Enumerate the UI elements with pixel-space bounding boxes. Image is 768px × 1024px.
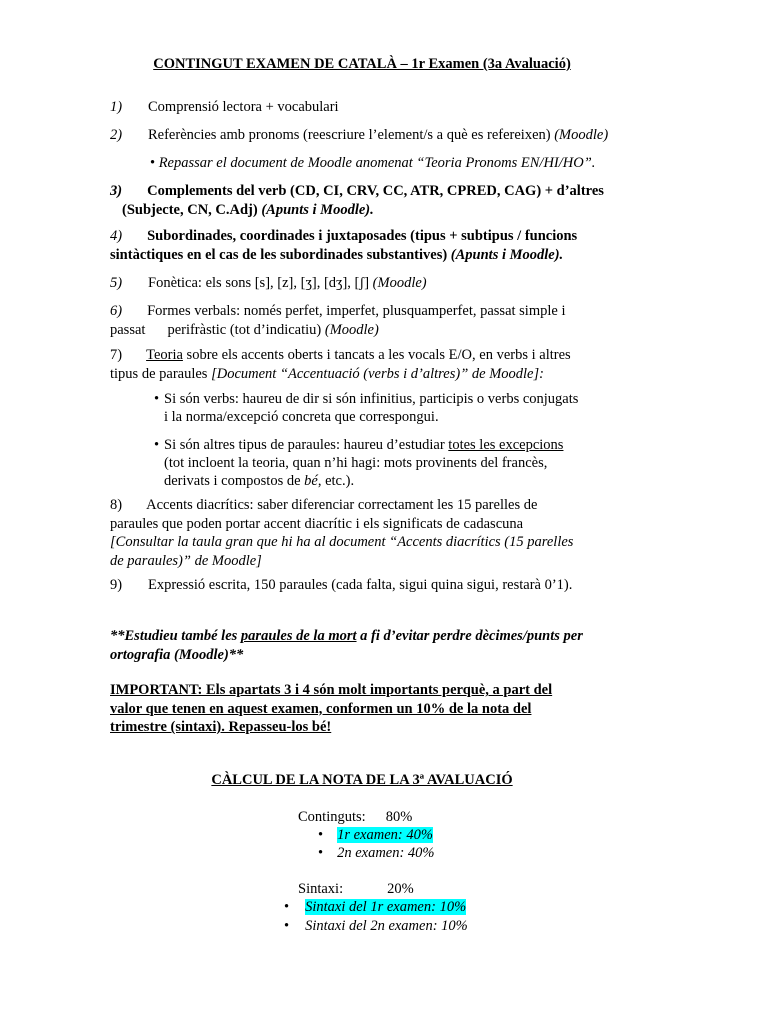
item-number: 9) bbox=[110, 577, 123, 593]
list-item-7 bbox=[110, 346, 619, 383]
sintaxi-row bbox=[298, 880, 414, 898]
note-line2: ortografia (Moodle)** bbox=[110, 646, 244, 663]
calc-title: CÀLCUL DE LA NOTA DE LA 3ª AVALUACIÓ bbox=[211, 772, 513, 788]
bullet-line2: (tot incloent la teoria, quan n’hi hagi: mots provinents del francès, bbox=[164, 455, 548, 471]
bullet-dot: • bbox=[154, 391, 160, 407]
document-title: CONTINGUT EXAMEN DE CATALÀ – 1r Examen (3a Avaluació) bbox=[153, 56, 571, 72]
item-source: (Apunts i Moodle). bbox=[450, 246, 564, 263]
item-number: 3) bbox=[110, 183, 123, 199]
sintaxi-item-2-text: Sintaxi del 2n examen: 10% bbox=[305, 918, 468, 934]
bullet-line2: i la norma/excepció concreta que correspongui. bbox=[164, 409, 439, 425]
item-underlined: Teoria bbox=[146, 347, 183, 363]
bullet-dot: • bbox=[318, 845, 324, 861]
sintaxi-value: 20% bbox=[387, 881, 414, 897]
note-part1: **Estudieu també les bbox=[110, 628, 238, 644]
bullet-dot: • bbox=[154, 437, 160, 453]
note-part3: a fi d’evitar perdre dècimes/punts per bbox=[360, 628, 583, 644]
item-text-line4: de paraules)” de Moodle] bbox=[110, 552, 262, 569]
note-paraules-mort bbox=[110, 627, 619, 664]
bullet-line1a: Si són altres tipus de paraules: haureu d’estudiar bbox=[164, 437, 445, 453]
item-number: 2) bbox=[110, 127, 123, 143]
item-source: (Apunts i Moodle). bbox=[261, 201, 374, 218]
item-source: (Moodle) bbox=[372, 275, 427, 291]
item-number: 4) bbox=[110, 228, 123, 244]
item-text-line1: Complements del verb (CD, CI, CRV, CC, ATR, CPRED, CAG) + d’altres bbox=[147, 183, 604, 199]
bullet-line3b: bé bbox=[304, 473, 318, 489]
item-text-line1: Accents diacrítics: saber diferenciar correctament les 15 parelles de bbox=[146, 497, 538, 513]
bullet-verbs bbox=[150, 390, 608, 426]
bullet-dot: • bbox=[150, 155, 156, 171]
item-text-line1: Subordinades, coordinades i juxtaposades (tipus + subtipus / funcions bbox=[147, 228, 578, 244]
important-note bbox=[110, 681, 619, 737]
item-source: (Moodle) bbox=[324, 321, 379, 338]
list-item-4 bbox=[110, 227, 619, 264]
continguts-label: Continguts: bbox=[298, 809, 366, 825]
bullet-dot: • bbox=[318, 827, 324, 843]
item-source: (Moodle) bbox=[554, 127, 609, 143]
item-number: 7) bbox=[110, 347, 123, 363]
item-text: Comprensió lectora + vocabulari bbox=[148, 99, 339, 115]
item-text-line2: paraules que poden portar accent diacrític i els significats de cadascuna bbox=[110, 515, 524, 532]
bullet-dot: • bbox=[284, 899, 290, 915]
bullet-dot: • bbox=[284, 918, 290, 934]
item-text-line1: sobre els accents oberts i tancats a les vocals E/O, en verbs i altres bbox=[186, 347, 571, 363]
item-number: 8) bbox=[110, 497, 123, 513]
important-line3: trimestre (sintaxi). Repasseu-los bé! bbox=[110, 719, 332, 735]
continguts-item-2-text: 2n examen: 40% bbox=[337, 845, 435, 861]
item-text: Referències amb pronoms (reescriure l’element/s a què es refereixen) bbox=[148, 127, 551, 143]
list-item-6 bbox=[110, 302, 619, 339]
item-text-line2b: perifràstic (tot d’indicatiu) bbox=[167, 321, 322, 338]
item-text-line3: [Consultar la taula gran que hi ha al document “Accents diacrítics (15 parelles bbox=[110, 534, 574, 550]
bullet-altres-paraules bbox=[150, 436, 608, 490]
item-text-line2: tipus de paraules bbox=[110, 365, 208, 382]
item-number: 5) bbox=[110, 275, 123, 291]
sub-bullet-text: Repassar el document de Moodle anomenat “Teoria Pronoms EN/HI/HO”. bbox=[158, 155, 596, 171]
continguts-item-1 bbox=[318, 826, 433, 844]
item-text: Fonètica: els sons [s], [z], [ʒ], [dʒ], [ʃ] bbox=[148, 275, 370, 291]
item-text-line2: sintàctiques en el cas de les subordinades substantives) bbox=[110, 246, 448, 263]
list-item-8 bbox=[110, 496, 619, 570]
sintaxi-item-1 bbox=[284, 898, 466, 916]
bullet-line3a: derivats i compostos de bbox=[164, 473, 301, 489]
item-number: 1) bbox=[110, 99, 123, 115]
continguts-item-1-text: 1r examen: 40% bbox=[337, 827, 433, 843]
note-part2: paraules de la mort bbox=[240, 628, 357, 644]
list-item-3 bbox=[110, 182, 619, 219]
sub-bullet-pronoms bbox=[150, 154, 595, 172]
item-text: Expressió escrita, 150 paraules (cada falta, sigui quina sigui, restarà 0’1). bbox=[148, 577, 573, 593]
item-number: 6) bbox=[110, 303, 123, 319]
continguts-row bbox=[298, 808, 412, 826]
sintaxi-label: Sintaxi: bbox=[298, 881, 344, 897]
continguts-value: 80% bbox=[385, 809, 413, 825]
important-line2: valor que tenen en aquest examen, conformen un 10% de la nota del bbox=[110, 700, 532, 717]
sintaxi-item-2 bbox=[284, 917, 468, 935]
sintaxi-item-1-text: Sintaxi del 1r examen: 10% bbox=[305, 899, 467, 915]
continguts-item-2 bbox=[318, 844, 435, 862]
important-line1: IMPORTANT: Els apartats 3 i 4 són molt importants perquè, a part del bbox=[110, 682, 553, 698]
item-text-line2a: passat bbox=[110, 321, 146, 338]
item-source: [Document “Accentuació (verbs i d’altres)” de Moodle]: bbox=[211, 365, 544, 382]
bullet-line1: Si són verbs: haureu de dir si són infinitius, participis o verbs conjugats bbox=[164, 391, 579, 407]
bullet-line3c: , etc.). bbox=[317, 473, 355, 489]
item-text-line2: (Subjecte, CN, C.Adj) bbox=[122, 201, 258, 218]
bullet-line1b: totes les excepcions bbox=[448, 437, 564, 453]
item-text-line1: Formes verbals: només perfet, imperfet, plusquamperfet, passat simple i bbox=[147, 303, 566, 319]
